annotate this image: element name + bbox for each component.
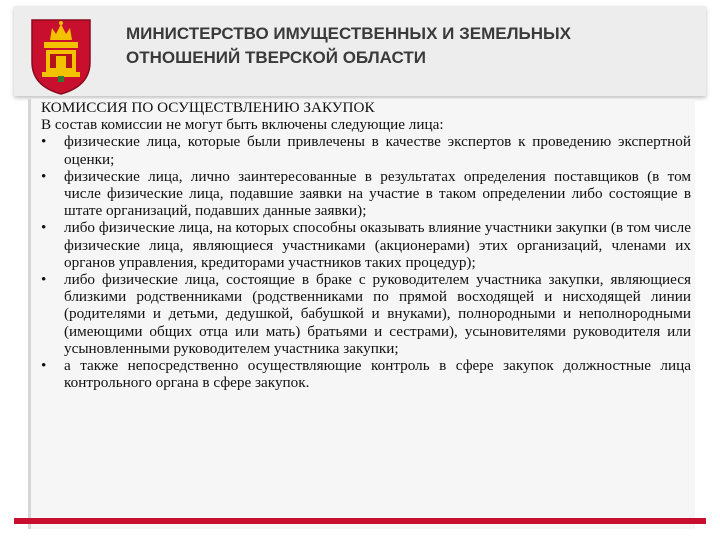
bullet-icon: • [41,219,47,237]
restrictions-list [41,133,691,391]
list-item-text: либо физические лица, состоящие в браке с руководителем участника закупки, являющиеся близкими родственниками (родственниками по прямой восходящей и нисходящей линии (родителями и детьми, дедушкой, бабушкой и внуками), полнородными и неполнородными (имеющими общих отца или мать) братьями и сестрами), усыновителями руководителя или усыновленными руководителем участника закупки; [64,271,691,357]
page-title [126,22,686,70]
header-banner [14,6,706,96]
list-item [41,357,691,391]
list-item [41,219,691,271]
list-item-text: физические лица, которые были привлечены в качестве экспертов к проведению экспертной оценки; [64,133,691,168]
bullet-icon: • [41,167,47,185]
intro-text: В состав комиссии не могут быть включены следующие лица: [41,116,444,134]
content-text [41,99,691,391]
section-heading: КОМИССИЯ ПО ОСУЩЕСТВЛЕНИЮ ЗАКУПОК [41,99,375,116]
footer-accent-bar [14,518,706,524]
org-title-line-2: ОТНОШЕНИЙ ТВЕРСКОЙ ОБЛАСТИ [126,48,426,67]
list-item [41,133,691,167]
bullet-icon: • [41,357,47,375]
list-item-text: а также непосредственно осуществляющие контроль в сфере закупок должностные лица контрольного органа в сфере закупок. [64,357,691,392]
list-item-text: либо физические лица, на которых способны оказывать влияние участники закупки (в том числе физические лица, являющиеся участниками (акционерами) этих организаций, членами их органов управления, кредиторами участников таких процедур); [64,219,691,271]
bullet-icon: • [41,133,47,151]
list-item [41,271,691,357]
list-item-text: физические лица, лично заинтересованные в результатах определения поставщиков (в том числе физические лица, подавшие заявки на участие в таком определении либо состоящие в штате организаций, подавших данные заявки); [64,167,691,220]
bullet-icon: • [41,271,47,289]
content-panel [28,99,695,529]
tver-coat-of-arms-icon [28,14,94,96]
org-title-line-1: МИНИСТЕРСТВО ИМУЩЕСТВЕННЫХ И ЗЕМЕЛЬНЫХ [126,24,571,43]
list-item [41,168,691,220]
